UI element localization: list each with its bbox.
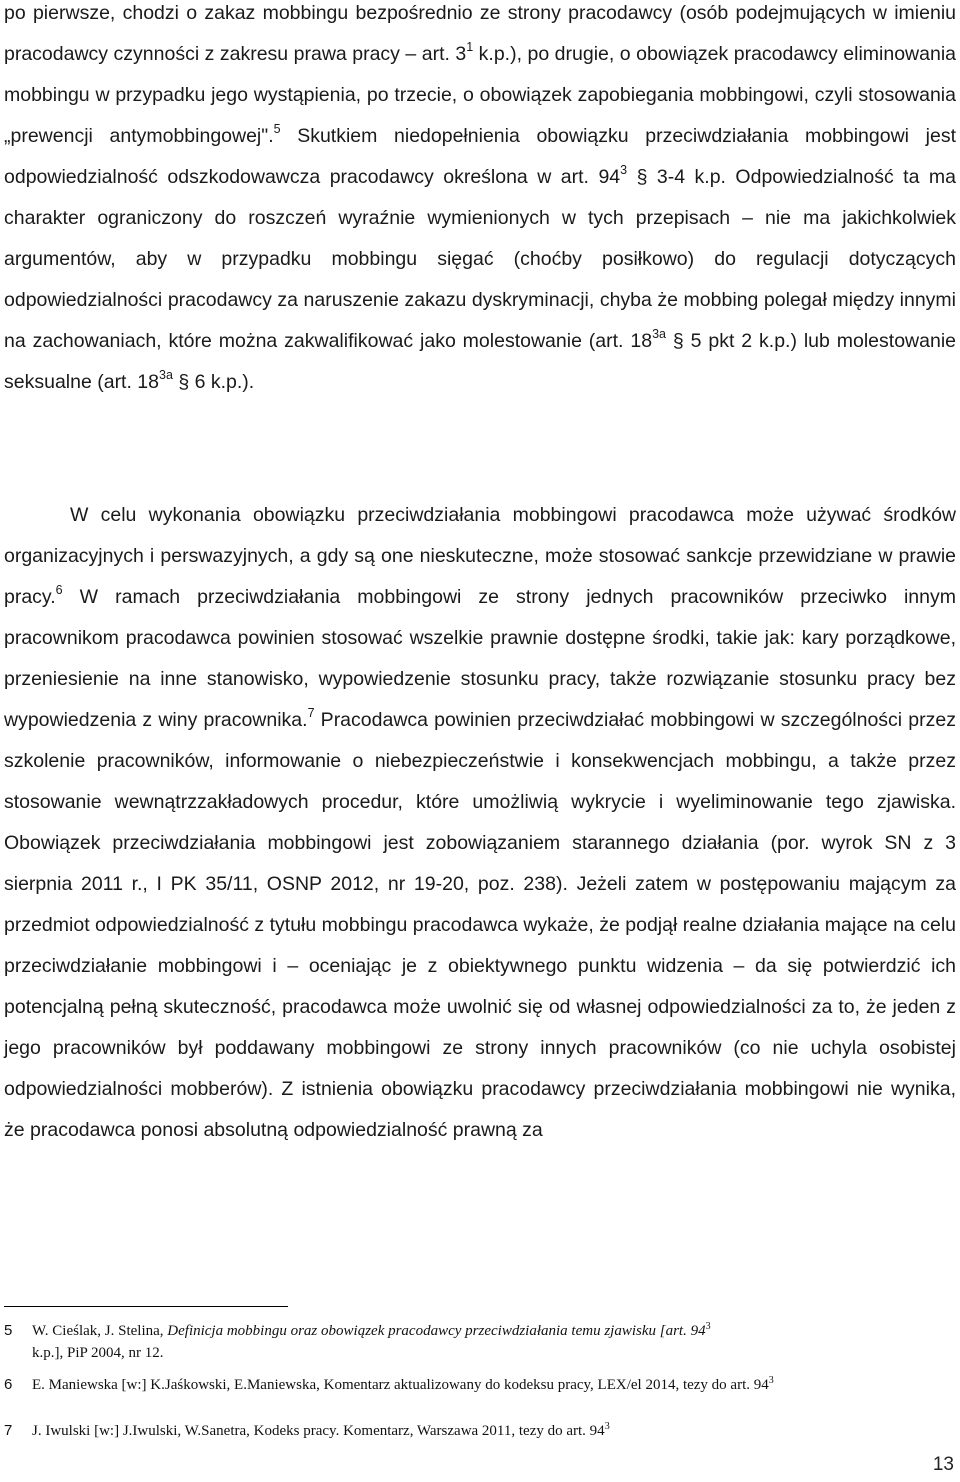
superscript: 3a	[159, 368, 173, 382]
footnote-separator	[4, 1306, 288, 1307]
footnote-7	[4, 1420, 960, 1442]
footnote-title: Definicja mobbingu oraz obowiązek pracodawcy przeciwdziałania temu zjawisku [art. 94	[167, 1323, 706, 1339]
footnote-text: W. Cieślak, J. Stelina,	[32, 1323, 168, 1339]
superscript: 3	[604, 1421, 610, 1432]
text-run: Skutkiem niedopełnienia obowiązku przeciwdziałania mobbingowi jest odpowiedzialność odszkodowawcza pracodawcy określona w art. 94	[4, 125, 956, 188]
page-number: 13	[932, 1454, 954, 1475]
superscript: 3	[768, 1375, 774, 1386]
footnote-ref-5[interactable]: 5	[273, 122, 281, 136]
footnote-text: J. Iwulski [w:] J.Iwulski, W.Sanetra, Kodeks pracy. Komentarz, Warszawa 2011, tezy do art. 94	[32, 1423, 605, 1439]
footnote-5	[4, 1320, 960, 1364]
text-run: k.p.), po drugie, o obowiązek pracodawcy eliminowania mobbingu w przypadku jego wystąpienia, po trzecie, o obowiązek zapobiegania mobbingowi, czyli stosowania „prewencji antymobbingowej".	[4, 43, 956, 147]
text-run: po pierwsze, chodzi o zakaz mobbingu bezpośrednio ze strony pracodawcy (osób podejmujących w imieniu pracodawcy czynności z zakresu prawa pracy – art. 3	[4, 2, 956, 65]
text-run: Pracodawca powinien przeciwdziałać mobbingowi w szczególności przez szkolenie pracowników, informowanie o niebezpieczeństwie i konsekwencjach mobbingu, a także przez stosowanie wewnątrzzakładowych procedur, które umożliwią wykrycie i wyeliminowanie tego zjawiska. Obowiązek przeciwdziałania mobbingowi jest zobowiązaniem starannego działania (por. wyrok SN z 3 sierpnia 2011 r., I PK 35/11, OSNP 2012, nr 19-20, poz. 238). Jeżeli zatem w postępowaniu mającym za przedmiot odpowiedzialność z tytułu mobbingu pracodawca wykaże, że podjął realne działania mające na celu przeciwdziałanie mobbingowi i – oceniając je z obiektywnego punktu widzenia – da się potwierdzić ich potencjalną pełną skuteczność, pracodawca może uwolnić się od własnej odpowiedzialności za to, że jeden z jego pracowników był poddawany mobbingowi ze strony innych pracowników (co nie uchyla osobistej odpowiedzialności mobberów). Z istnienia obowiązku pracodawcy przeciwdziałania mobbingowi nie wynika, że pracodawca ponosi absolutną odpowiedzialność prawną za	[4, 709, 956, 1141]
text-run: § 5 pkt 2 k.p.) lub molestowanie seksualne (art. 18	[4, 330, 956, 393]
footnote-number: 6	[4, 1376, 13, 1393]
footnote-6	[4, 1374, 960, 1396]
footnote-text: k.p.], PiP 2004, nr 12.	[32, 1345, 164, 1361]
body-paragraph-1	[4, 0, 956, 403]
footnote-number: 7	[4, 1422, 13, 1439]
superscript: 1	[466, 40, 474, 54]
superscript: 3	[705, 1321, 711, 1332]
footnote-ref-7[interactable]: 7	[307, 706, 315, 720]
footnote-text: E. Maniewska [w:] K.Jaśkowski, E.Maniewska, Komentarz aktualizowany do kodeksu pracy, LEX/el 2014, tezy do art. 94	[32, 1377, 769, 1393]
text-run: § 3-4 k.p. Odpowiedzialność ta ma charakter ograniczony do roszczeń wyraźnie wymienionych w tych przepisach – nie ma jakichkolwiek argumentów, aby w przypadku mobbingu sięgać (choćby posiłkowo) do regulacji dotyczących odpowiedzialności pracodawcy za naruszenie zakazu dyskryminacji, chyba że mobbing polegał między innymi na zachowaniach, które można zakwalifikować jako molestowanie (art. 18	[4, 166, 956, 352]
text-run: W ramach przeciwdziałania mobbingowi ze strony jednych pracowników przeciwko innym pracownikom pracodawca powinien stosować wszelkie prawnie dostępne środki, takie jak: kary porządkowe, przeniesienie na inne stanowisko, wypowiedzenie stosunku pracy, także rozwiązanie stosunku pracy bez wypowiedzenia z winy pracownika.	[4, 586, 956, 731]
text-run: § 6 k.p.).	[172, 371, 255, 393]
body-paragraph-2	[4, 495, 956, 1151]
superscript: 3	[620, 163, 628, 177]
text-run: W celu wykonania obowiązku przeciwdziałania mobbingowi pracodawca może używać środków organizacyjnych i perswazyjnych, a gdy są one nieskuteczne, może stosować sankcje przewidziane w prawie pracy.	[4, 504, 956, 608]
footnote-number: 5	[4, 1322, 13, 1339]
superscript: 3a	[652, 327, 666, 341]
footnote-ref-6[interactable]: 6	[55, 583, 63, 597]
